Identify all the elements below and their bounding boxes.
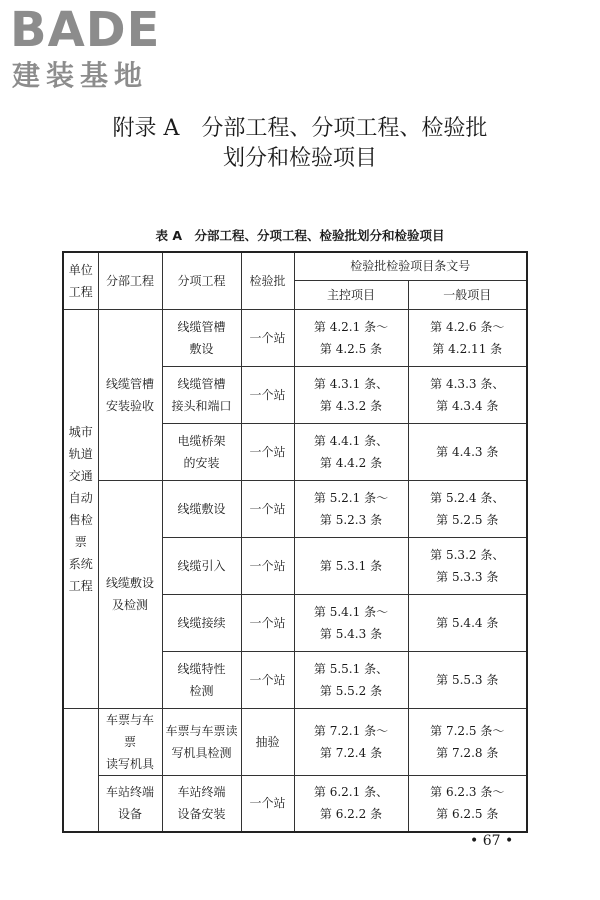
subitem-cell: 线缆管槽 接头和端口 <box>162 366 241 423</box>
logo-subtitle: 建装基地 <box>12 59 149 92</box>
general-cell: 第 4.4.3 条 <box>408 423 527 480</box>
main-control-cell: 第 4.2.1 条～ 第 4.2.5 条 <box>294 309 408 366</box>
batch-cell: 一个站 <box>241 423 294 480</box>
table-row <box>63 775 527 832</box>
table-row <box>63 309 527 366</box>
main-control-cell: 第 4.3.1 条、 第 4.3.2 条 <box>294 366 408 423</box>
batch-cell: 一个站 <box>241 366 294 423</box>
general-cell: 第 5.2.4 条、 第 5.2.5 条 <box>408 480 527 537</box>
main-control-cell: 第 5.5.1 条、 第 5.5.2 条 <box>294 651 408 708</box>
subitem-cell: 电缆桥架 的安装 <box>162 423 241 480</box>
unit-project-cell: 城市 轨道 交通 自动 售检 票 系统 工程 <box>63 309 98 708</box>
header-row <box>63 252 527 280</box>
main-control-cell: 第 5.3.1 条 <box>294 537 408 594</box>
batch-cell: 一个站 <box>241 309 294 366</box>
main-control-cell: 第 6.2.1 条、 第 6.2.2 条 <box>294 775 408 832</box>
appendix-title-line1: 附录 A 分部工程、分项工程、检验批 <box>112 116 488 141</box>
main-control-cell: 第 5.4.1 条～ 第 5.4.3 条 <box>294 594 408 651</box>
inspection-table <box>62 251 528 833</box>
main-control-cell: 第 7.2.1 条～ 第 7.2.4 条 <box>294 708 408 775</box>
general-cell: 第 5.5.3 条 <box>408 651 527 708</box>
subitem-cell: 线缆接续 <box>162 594 241 651</box>
header-clause-group: 检验批检验项目条文号 <box>294 252 527 280</box>
header-unit: 单位 工程 <box>63 252 98 309</box>
subitem-cell: 线缆敷设 <box>162 480 241 537</box>
batch-cell: 一个站 <box>241 594 294 651</box>
header-subitem: 分项工程 <box>162 252 241 309</box>
general-cell: 第 4.2.6 条～ 第 4.2.11 条 <box>408 309 527 366</box>
general-cell: 第 7.2.5 条～ 第 7.2.8 条 <box>408 708 527 775</box>
appendix-title-line2: 划分和检验项目 <box>222 146 377 171</box>
table-row <box>63 480 527 537</box>
division-cell: 车票与车票 读写机具 <box>98 708 162 775</box>
unit-project-blank <box>63 708 98 832</box>
general-cell: 第 5.3.2 条、 第 5.3.3 条 <box>408 537 527 594</box>
batch-cell: 抽验 <box>241 708 294 775</box>
header-general: 一般项目 <box>408 280 527 309</box>
header-batch: 检验批 <box>241 252 294 309</box>
division-cell: 车站终端 设备 <box>98 775 162 832</box>
batch-cell: 一个站 <box>241 480 294 537</box>
subitem-cell: 线缆管槽 敷设 <box>162 309 241 366</box>
table-caption: 表 A 分部工程、分项工程、检验批划分和检验项目 <box>155 228 445 243</box>
subitem-cell: 线缆特性 检测 <box>162 651 241 708</box>
general-cell: 第 4.3.3 条、 第 4.3.4 条 <box>408 366 527 423</box>
batch-cell: 一个站 <box>241 775 294 832</box>
batch-cell: 一个站 <box>241 651 294 708</box>
batch-cell: 一个站 <box>241 537 294 594</box>
logo-wordmark: BADE <box>10 2 161 58</box>
header-main-control: 主控项目 <box>294 280 408 309</box>
table-row <box>63 708 527 775</box>
general-cell: 第 6.2.3 条～ 第 6.2.5 条 <box>408 775 527 832</box>
subitem-cell: 车票与车票读 写机具检测 <box>162 708 241 775</box>
subitem-cell: 线缆引入 <box>162 537 241 594</box>
division-cell: 线缆管槽 安装验收 <box>98 309 162 480</box>
general-cell: 第 5.4.4 条 <box>408 594 527 651</box>
header-division: 分部工程 <box>98 252 162 309</box>
bade-logo <box>10 4 190 96</box>
subitem-cell: 车站终端 设备安装 <box>162 775 241 832</box>
page-number: • 67 • <box>470 833 514 849</box>
main-control-cell: 第 4.4.1 条、 第 4.4.2 条 <box>294 423 408 480</box>
main-control-cell: 第 5.2.1 条～ 第 5.2.3 条 <box>294 480 408 537</box>
division-cell: 线缆敷设 及检测 <box>98 480 162 708</box>
